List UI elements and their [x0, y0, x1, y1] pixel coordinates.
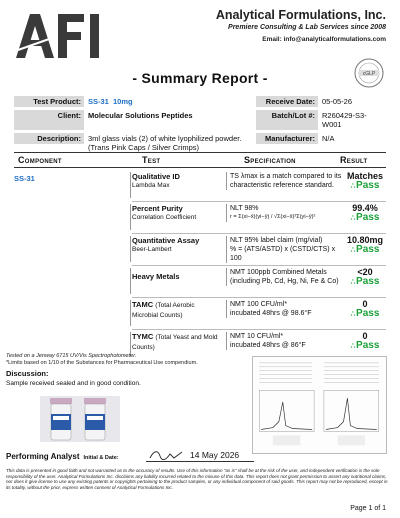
test-sub: Correlation Coefficient [132, 214, 197, 221]
result-status: Pass [356, 180, 380, 191]
result-status: Pass [356, 244, 380, 255]
discussion-heading: Discussion: [6, 369, 49, 378]
client-label: Client: [14, 110, 84, 130]
test-sub: (Total Yeast and Mold Counts) [132, 334, 218, 351]
page-number: Page 1 of 1 [350, 505, 386, 512]
spec-line1: NLT 98% [230, 205, 259, 212]
check-icon: ∴ [350, 215, 356, 222]
spec-line1: NMT 10 CFU/ml* [230, 333, 284, 340]
analyst-signature [148, 448, 184, 462]
test-product-value: SS-31 10mg [88, 97, 133, 106]
spec-line1: NMT 100ppb Combined Metals [230, 269, 327, 276]
test-name: TAMC [132, 300, 154, 309]
check-icon: ∴ [350, 311, 356, 318]
discussion-text: Sample received sealed and in good condition. [6, 380, 141, 387]
result-value: 10.80mg [346, 235, 384, 245]
limits-note: *Limits based on 1/10 of the Substances for Pharmaceutical Use compendium. [6, 360, 198, 366]
test-name: Quantitative Assay [132, 236, 200, 245]
test-product-label: Test Product: [14, 96, 84, 107]
spec-line2: incubated 48hrs @ 98.6°F [230, 310, 312, 317]
test-sub: Lambda Max [132, 182, 170, 189]
company-email: Email: info@analyticalformulations.com [262, 36, 386, 43]
disclaimer-text: This data is presented in good faith and not warranted as to the accuracy of results. Use of this information "as is" shall be at the risk of the user, and independent verification is the sole responsibility of the user. Analytical Formulations Inc. disclaims any liability incurred related to the misuse of this data. This report does not grant permission to assert any nutritional claims, nor does it give license to use any existing patents or copyrights pertaining to the product samples, or any individual component of said goods. This report may not be reproduced, except in its totality, without the prior, express written consent of Analytical Formulations Inc. [6, 468, 388, 490]
result-status: Pass [356, 212, 380, 223]
table-row [14, 268, 386, 298]
result-value: Matches [346, 171, 383, 181]
test-name: TYMC [132, 332, 154, 341]
component-name: SS-31 [14, 174, 35, 183]
table-row [14, 236, 386, 266]
test-name: Qualitative ID [132, 172, 180, 181]
client-value: Molecular Solutions Peptides [88, 111, 193, 120]
description-value: 3ml glass vials (2) of white lyophilized powder. (Trans Pink Caps / Silver Crimps) [88, 134, 242, 152]
result-status: Pass [356, 276, 380, 287]
table-row [14, 204, 386, 234]
result-status: Pass [356, 340, 380, 351]
results-table-header [14, 152, 386, 168]
receive-date-value: 05-05-26 [322, 97, 353, 106]
performing-analyst [6, 452, 119, 461]
table-row [14, 300, 386, 330]
test-sub: Beer-Lambert [132, 246, 172, 253]
test-name: Percent Purity [132, 204, 183, 213]
analysis-date: 14 May 2026 [190, 450, 240, 460]
result-value: <20 [357, 267, 373, 277]
manufacturer-value: N/A [322, 134, 335, 143]
spec-line2: characteristic reference standard. [230, 182, 334, 189]
spec-line1: TS λmax is a match compared to its [230, 173, 342, 180]
description-label: Description: [14, 133, 84, 144]
header-test: Test [142, 155, 161, 165]
spectrum-thumbnail-image [252, 356, 387, 454]
report-info [14, 96, 386, 156]
batch-value: R260429-S3-W001 [322, 111, 367, 129]
report-title: - Summary Report - [132, 70, 268, 86]
header-result: Result [340, 155, 368, 165]
result-value: 0 [362, 299, 368, 309]
spec-line2: % = (ATS/ASTD) x (CSTD/CTS) x 100 [230, 246, 336, 262]
spec-line2: r = Σ(xi−x̄)(yi−ȳ) / √Σ(xi−x̄)²Σ(yi−ȳ)² [230, 214, 316, 220]
instrument-note: Tested on a Jenway 6715 UV/Vis Spectrophotometer. [6, 353, 137, 359]
spec-line2: (including Pb, Cd, Hg, Ni, Fe & Co) [230, 278, 339, 285]
result-value: 99.4% [352, 203, 378, 213]
svg-text:cGLP: cGLP [362, 71, 376, 77]
batch-label: Batch/Lot #: [256, 110, 318, 130]
spec-line1: NLT 95% label claim (mg/vial) [230, 237, 323, 244]
result-value: 0 [362, 331, 368, 341]
receive-date-label: Receive Date: [256, 96, 318, 107]
check-icon: ∴ [350, 343, 356, 350]
spec-line2: incubated 48hrs @ 86°F [230, 342, 306, 349]
spec-line1: NMT 100 CFU/ml* [230, 301, 288, 308]
analyst-label: Performing Analyst [6, 452, 80, 461]
test-name: Heavy Metals [132, 272, 180, 281]
company-name: Analytical Formulations, Inc. [215, 8, 386, 22]
check-icon: ∴ [350, 247, 356, 254]
header-specification: Specification [244, 155, 296, 165]
check-icon: ∴ [350, 279, 356, 286]
test-sub: (Total Aerobic Microbial Counts) [132, 302, 195, 319]
company-tagline: Premiere Consulting & Lab Services since 2008 [228, 24, 386, 31]
check-icon: ∴ [350, 183, 356, 190]
result-status: Pass [356, 308, 380, 319]
table-row [14, 172, 386, 202]
afi-logo [14, 10, 110, 60]
header-component: Component [18, 155, 62, 165]
initial-date-label: Initial & Date: [83, 455, 119, 461]
manufacturer-label: Manufacturer: [256, 133, 318, 144]
company-block [216, 8, 386, 43]
sample-vials-image [40, 396, 120, 442]
